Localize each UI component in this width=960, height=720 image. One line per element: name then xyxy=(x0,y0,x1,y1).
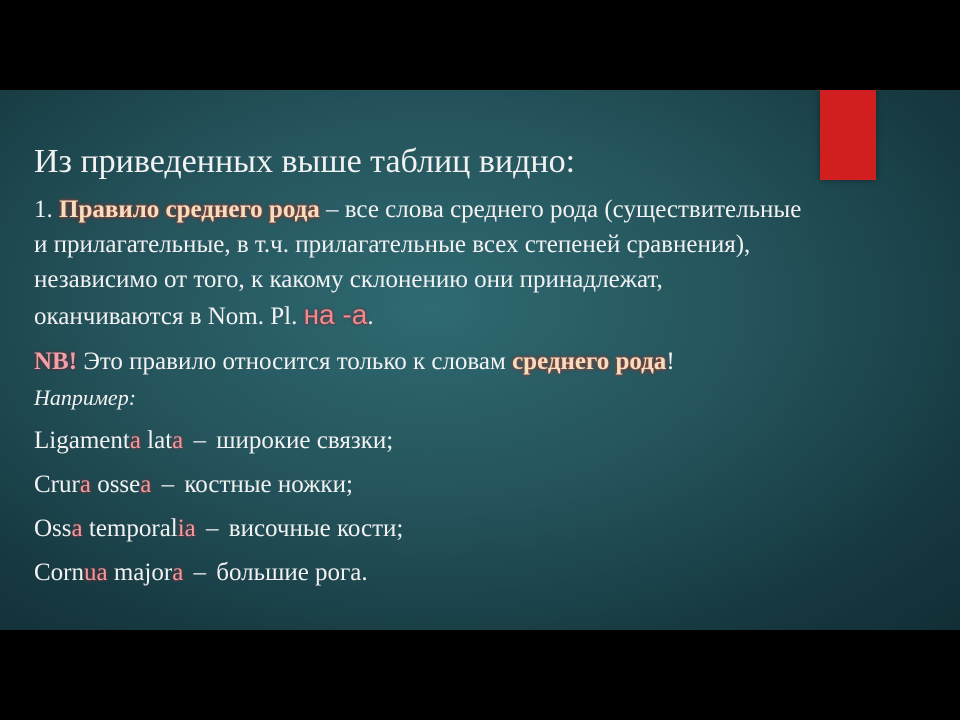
nb-highlight: среднего рода xyxy=(512,348,667,375)
rule-line4-end: . xyxy=(367,303,374,330)
example-ending: a xyxy=(172,427,184,454)
example-dash: – xyxy=(199,515,225,542)
example-item xyxy=(34,551,914,595)
examples-list xyxy=(34,419,914,595)
slide-title: Из приведенных выше таблиц видно: xyxy=(34,143,576,180)
example-latin-text: lat xyxy=(140,427,173,454)
rule-number: 1. xyxy=(34,196,53,223)
example-dash: – xyxy=(187,559,213,586)
example-item xyxy=(34,507,914,551)
example-latin-text: Ligament xyxy=(34,427,130,454)
example-translation: большие рога. xyxy=(216,559,368,586)
slide-content xyxy=(34,142,914,595)
rule-paragraph xyxy=(34,192,914,334)
nb-text: Это правило относится только к словам xyxy=(77,348,513,375)
example-translation: костные ножки; xyxy=(184,471,353,498)
example-ending: a xyxy=(129,427,141,454)
example-translation: височные кости; xyxy=(228,515,404,542)
nb-paragraph xyxy=(34,344,914,379)
example-latin-text: major xyxy=(107,559,173,586)
example-item xyxy=(34,463,914,507)
nb-end: ! xyxy=(666,348,675,375)
example-dash: – xyxy=(155,471,181,498)
presentation-slide xyxy=(0,90,960,630)
nb-mark: NB! xyxy=(34,348,78,375)
example-ending: a xyxy=(140,471,152,498)
example-ending: a xyxy=(79,471,91,498)
rule-name: Правило среднего рода xyxy=(59,196,320,223)
example-latin-text: temporal xyxy=(82,515,178,542)
example-ending: a xyxy=(71,515,83,542)
example-label: Например: xyxy=(34,385,137,410)
example-ending: a xyxy=(172,559,184,586)
example-latin-text: Oss xyxy=(34,515,72,542)
example-ending: ia xyxy=(177,515,196,542)
example-latin-text: Corn xyxy=(34,559,84,586)
example-item xyxy=(34,419,914,463)
example-ending: ua xyxy=(84,559,108,586)
rule-line1-text: – все слова среднего рода (существительные xyxy=(319,196,802,223)
rule-line2-text: и прилагательные, в т.ч. прилагательные всех степеней сравнения), xyxy=(34,231,751,258)
example-latin-text: Crur xyxy=(34,471,80,498)
rule-ending: на -а xyxy=(303,299,368,330)
rule-line3-text: независимо от того, к какому склонению они принадлежат, xyxy=(34,266,663,293)
example-dash: – xyxy=(187,427,213,454)
example-latin-text: osse xyxy=(90,471,141,498)
rule-line4-text: оканчиваются в Nom. Pl. xyxy=(34,303,304,330)
example-translation: широкие связки; xyxy=(216,427,394,454)
